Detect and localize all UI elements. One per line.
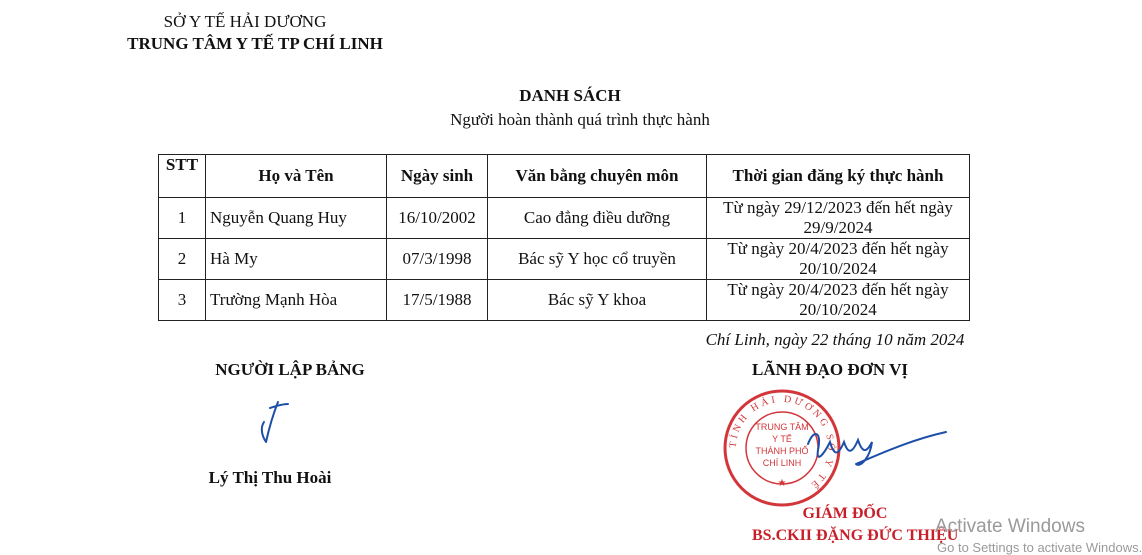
cell-period: Từ ngày 29/12/2023 đến hết ngày 29/9/2024 [707, 198, 970, 239]
column-header-period: Thời gian đăng ký thực hành [707, 155, 970, 198]
document-title: DANH SÁCH [519, 86, 621, 105]
director-title: GIÁM ĐỐC [802, 505, 888, 522]
table-header-row [159, 155, 970, 198]
cell-degree: Bác sỹ Y khoa [488, 280, 707, 321]
practitioner-table [158, 154, 970, 321]
cell-name: Trường Mạnh Hòa [206, 280, 387, 321]
cell-stt: 3 [159, 280, 206, 321]
maker-signature [248, 398, 298, 448]
column-header-name: Họ và Tên [206, 155, 387, 198]
seal-line-3: THÀNH PHỐ [755, 446, 809, 456]
cell-name: Nguyễn Quang Huy [206, 198, 387, 239]
seal-line-4: CHÍ LINH [762, 458, 802, 468]
cell-degree: Bác sỹ Y học cổ truyền [488, 239, 707, 280]
table-row [159, 198, 970, 239]
activate-windows-title: Activate Windows [935, 516, 1085, 537]
maker-name: Lý Thị Thu Hoài [208, 468, 332, 487]
center-name: TRUNG TÂM Y TẾ TP CHÍ LINH [127, 34, 383, 53]
signing-date: Chí Linh, ngày 22 tháng 10 năm 2024 [705, 330, 965, 349]
director-signature [800, 424, 950, 484]
cell-name: Hà My [206, 239, 387, 280]
seal-ring-text: TỈNH HẢI DƯƠNG SỞ Y TẾ [727, 393, 837, 492]
director-name: BS.CKII ĐẶNG ĐỨC THIỆU [752, 527, 959, 544]
cell-dob: 17/5/1988 [387, 280, 488, 321]
cell-stt: 2 [159, 239, 206, 280]
cell-dob: 16/10/2002 [387, 198, 488, 239]
cell-stt: 1 [159, 198, 206, 239]
seal-line-1: TRUNG TÂM [755, 422, 809, 432]
leader-role: LÃNH ĐẠO ĐƠN VỊ [751, 360, 908, 379]
column-header-degree: Văn bằng chuyên môn [488, 155, 707, 198]
cell-period: Từ ngày 20/4/2023 đến hết ngày 20/10/2024 [707, 280, 970, 321]
activate-windows-link[interactable]: Go to Settings to activate Windows. [937, 540, 1142, 555]
seal-line-2: Y TẾ [772, 434, 792, 444]
seal-star-icon: ★ [777, 478, 787, 489]
maker-role: NGƯỜI LẬP BẢNG [215, 360, 365, 379]
cell-degree: Cao đẳng điều dưỡng [488, 198, 707, 239]
table-row [159, 280, 970, 321]
cell-period: Từ ngày 20/4/2023 đến hết ngày 20/10/2024 [707, 239, 970, 280]
cell-dob: 07/3/1998 [387, 239, 488, 280]
agency-name: SỞ Y TẾ HẢI DƯƠNG [163, 12, 327, 31]
table-row [159, 239, 970, 280]
column-header-dob: Ngày sinh [387, 155, 488, 198]
document-subtitle: Người hoàn thành quá trình thực hành [450, 110, 710, 129]
column-header-stt: STT [159, 155, 206, 198]
